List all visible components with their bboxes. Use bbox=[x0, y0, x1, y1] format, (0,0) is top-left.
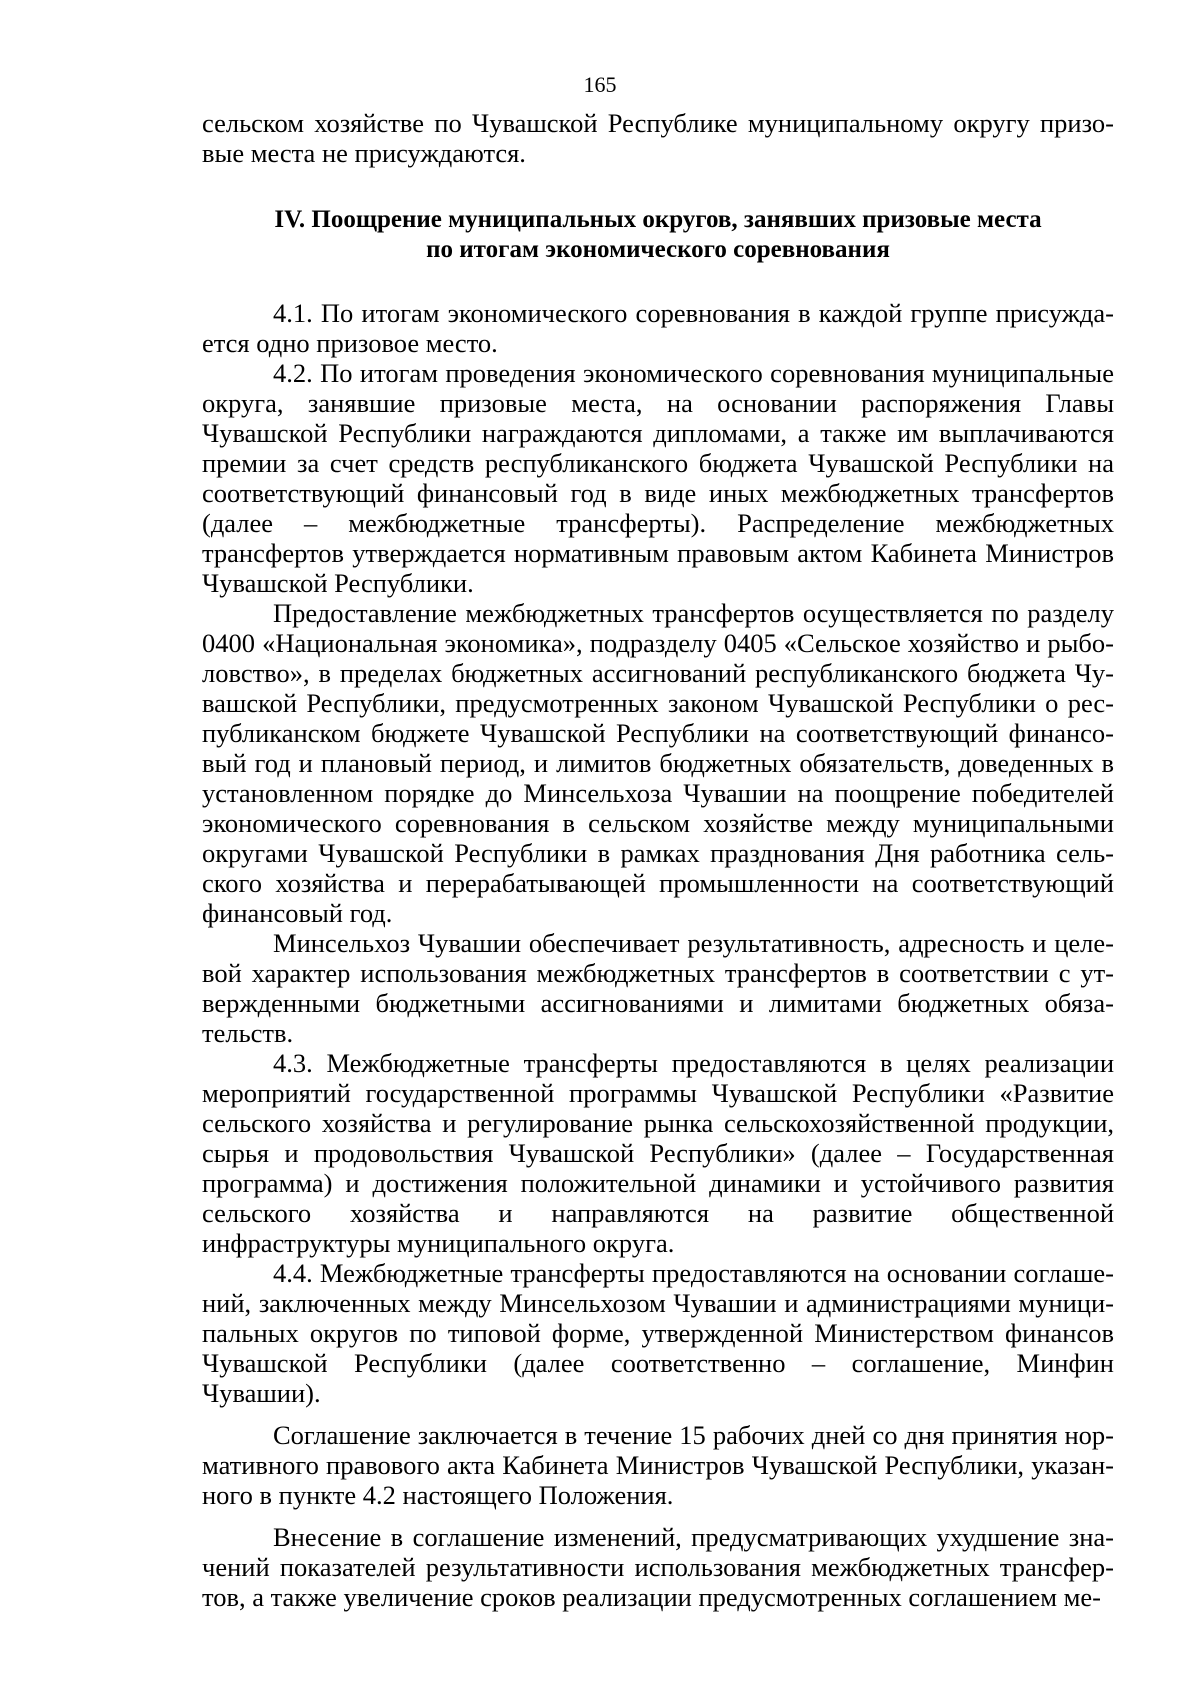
section-heading bbox=[202, 205, 1114, 265]
paragraph-4-4: 4.4. Межбюджетные трансферты предоставляются на основании соглашений, заключенных между Минсельхозом Чувашии и администрациями муниципальных округов по типовой форме, утвержденной Министерством финансов Чувашской Республики (далее соответственно – соглашение, Минфин Чувашии). bbox=[202, 1258, 1114, 1408]
page-number: 165 bbox=[583, 72, 617, 97]
paragraph-continuation: сельском хозяйстве по Чувашской Республике муниципальному округу призовые места не присуждаются. bbox=[202, 108, 1114, 168]
paragraph-agreement-term: Соглашение заключается в течение 15 рабочих дней со дня принятия нормативного правового акта Кабинета Министров Чувашской Республики, указанного в пункте 4.2 настоящего Положения. bbox=[202, 1420, 1114, 1510]
paragraph-transfers-provision: Предоставление межбюджетных трансфертов осуществляется по разделу 0400 «Национальная экономика», подразделу 0405 «Сельское хозяйство и рыболовство», в пределах бюджетных ассигнований республиканского бюджета Чувашской Республики, предусмотренных законом Чувашской Республики о республиканском бюджете Чувашской Республики на соответствующий финансовый год и плановый период, и лимитов бюджетных обязательств, доведенных в установленном порядке до Минсельхоза Чувашии на поощрение победителей экономического соревнования в сельском хозяйстве между муниципальными округами Чувашской Республики в рамках празднования Дня работника сельского хозяйства и перерабатывающей промышленности на соответствующий финансовый год. bbox=[202, 598, 1114, 928]
paragraph-ministry-responsibility: Минсельхоз Чувашии обеспечивает результативность, адресность и целевой характер использования межбюджетных трансфертов в соответствии с утвержденными бюджетными ассигнованиями и лимитами бюджетных обязательств. bbox=[202, 928, 1114, 1048]
paragraph-4-3: 4.3. Межбюджетные трансферты предоставляются в целях реализации мероприятий государственной программы Чувашской Республики «Развитие сельского хозяйства и регулирование рынка сельскохозяйственной продукции, сырья и продовольствия Чувашской Республики» (далее – Государственная программа) и достижения положительной динамики и устойчивого развития сельского хозяйства и направляются на развитие общественной инфраструктуры муниципального округа. bbox=[202, 1048, 1114, 1258]
section-heading-line-1: IV. Поощрение муниципальных округов, занявших призовые места bbox=[274, 206, 1042, 233]
section-heading-line-2: по итогам экономического соревнования bbox=[426, 236, 890, 263]
paragraph-agreement-changes: Внесение в соглашение изменений, предусматривающих ухудшение значений показателей результативности использования межбюджетных трансфертов, а также увеличение сроков реализации предусмотренных соглашением ме- bbox=[202, 1522, 1114, 1612]
document-body bbox=[202, 108, 1114, 1612]
paragraph-4-2: 4.2. По итогам проведения экономического соревнования муниципальные округа, занявшие призовые места, на основании распоряжения Главы Чувашской Республики награждаются дипломами, а также им выплачиваются премии за счет средств республиканского бюджета Чувашской Республики на соответствующий финансовый год в виде иных межбюджетных трансфертов (далее – межбюджетные трансферты). Распределение межбюджетных трансфертов утверждается нормативным правовым актом Кабинета Министров Чувашской Республики. bbox=[202, 358, 1114, 598]
paragraph-4-1: 4.1. По итогам экономического соревнования в каждой группе присуждается одно призовое место. bbox=[202, 298, 1114, 358]
